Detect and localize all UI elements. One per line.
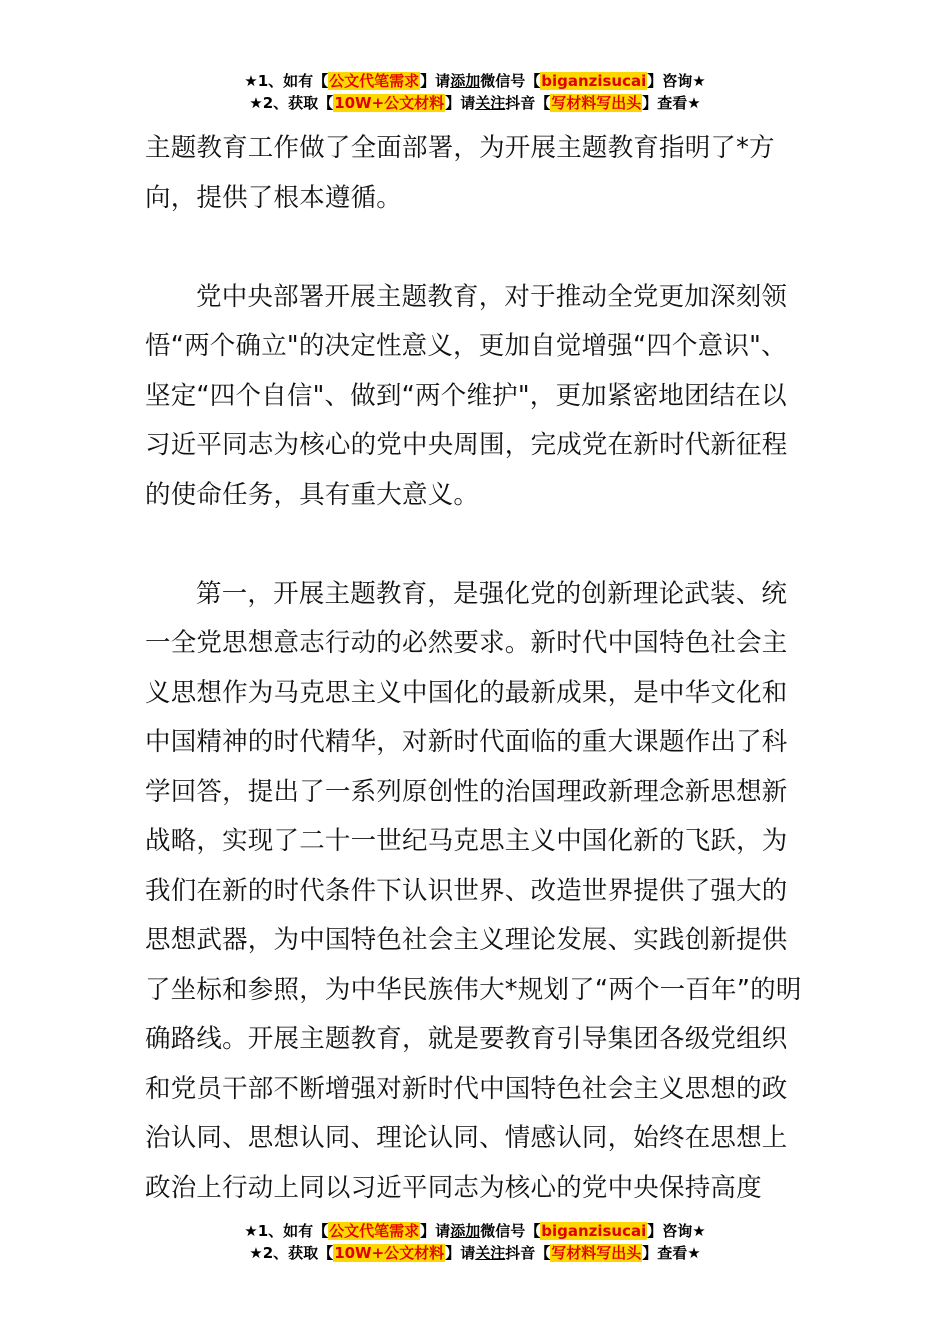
paragraph-1: 主题教育工作做了全面部署，为开展主题教育指明了*方向，提供了根本遵循。 xyxy=(145,133,775,213)
highlight-wechat-id: biganzisucai xyxy=(541,1222,647,1240)
highlight-douyin-account: 写材料写出头 xyxy=(551,94,642,112)
banner-line-2 xyxy=(0,1242,950,1264)
banner-text: ★2、获取【 xyxy=(249,94,334,112)
underlined-text: 关注 xyxy=(475,1244,506,1262)
highlight-service: 公文代笔需求 xyxy=(329,72,420,90)
footer-banner xyxy=(0,1220,950,1264)
banner-text: 】查看★ xyxy=(642,1244,701,1262)
banner-text: 】请 xyxy=(445,1244,476,1262)
highlight-service: 公文代笔需求 xyxy=(329,1222,420,1240)
underlined-text: 添加 xyxy=(450,1222,481,1240)
banner-text: 微信号【 xyxy=(480,72,541,90)
banner-line-2 xyxy=(0,92,950,114)
banner-text: 】咨询★ xyxy=(647,72,706,90)
banner-text: ★1、如有【 xyxy=(244,1222,329,1240)
highlight-materials: 10W+公文材料 xyxy=(334,94,445,112)
banner-text: 抖音【 xyxy=(505,94,551,112)
paragraph-3: 第一，开展主题教育，是强化党的创新理论武装、统一全党思想意志行动的必然要求。新时代中国特色社会主义思想作为马克思主义中国化的最新成果，是中华文化和中国精神的时代精华，对新时代面临的重大课题作出了科学回答，提出了一系列原创性的治国理政新理念新思想新战略，实现了二十一世纪马克思主义中国化新的飞跃，为我们在新的时代条件下认识世界、改造世界提供了强大的思想武器，为中国特色社会主义理论发展、实践创新提供了坐标和参照，为中华民族伟大*规划了“两个一百年”的明确路线。开展主题教育，就是要教育引导集团各级党组织和党员干部不断增强对新时代中国特色社会主义思想的政治认同、思想认同、理论认同、情感认同，始终在思想上政治上行动上同以习近平同志为核心的党中央保持高度 xyxy=(145,578,802,1203)
banner-text: ★1、如有【 xyxy=(244,72,329,90)
underlined-text: 关注 xyxy=(475,94,506,112)
header-banner xyxy=(0,70,950,114)
paragraph-2: 党中央部署开展主题教育，对于推动全党更加深刻领悟“两个确立"的决定性意义，更加自觉增强“四个意识"、坚定“四个自信"、做到“两个维护"，更加紧密地团结在以习近平同志为核心的党中央周围，完成党在新时代新征程的使命任务，具有重大意义。 xyxy=(145,281,788,510)
document-body xyxy=(145,124,810,1213)
banner-text: 抖音【 xyxy=(505,1244,551,1262)
banner-line-1 xyxy=(0,70,950,92)
highlight-douyin-account: 写材料写出头 xyxy=(551,1244,642,1262)
banner-text: 】请 xyxy=(445,94,476,112)
banner-text: 】请 xyxy=(420,72,451,90)
banner-text: 】请 xyxy=(420,1222,451,1240)
banner-line-1 xyxy=(0,1220,950,1242)
underlined-text: 添加 xyxy=(450,72,481,90)
banner-text: ★2、获取【 xyxy=(249,1244,334,1262)
highlight-wechat-id: biganzisucai xyxy=(541,72,647,90)
banner-text: 微信号【 xyxy=(480,1222,541,1240)
banner-text: 】咨询★ xyxy=(647,1222,706,1240)
banner-text: 】查看★ xyxy=(642,94,701,112)
highlight-materials: 10W+公文材料 xyxy=(334,1244,445,1262)
